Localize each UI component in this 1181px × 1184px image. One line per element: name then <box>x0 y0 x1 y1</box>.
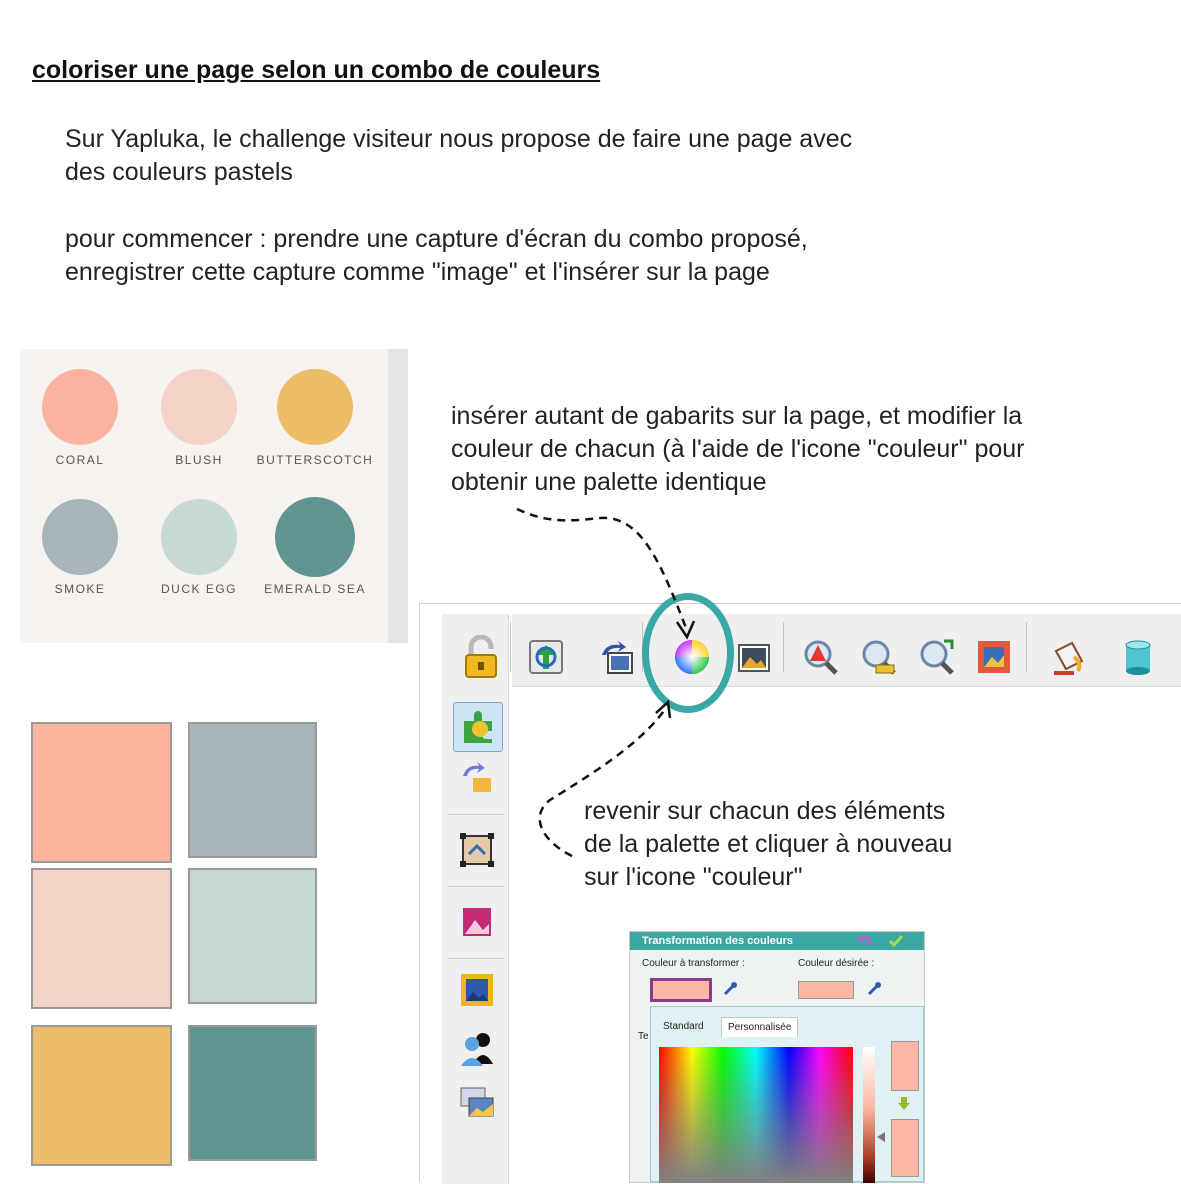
from-color-label: Couleur à transformer : <box>642 958 745 969</box>
step2-line: couleur de chacun (à l'aide de l'icone "couleur" pour <box>451 435 1025 463</box>
step3-paragraph <box>584 795 952 894</box>
eyedropper-icon[interactable] <box>722 981 738 997</box>
step3-line: de la palette et cliquer à nouveau <box>584 830 953 858</box>
from-color-box[interactable] <box>650 978 712 1002</box>
step2-line: obtenir une palette identique <box>451 468 767 496</box>
intro-line: des couleurs pastels <box>65 158 293 186</box>
step3-line: revenir sur chacun des éléments <box>584 797 946 825</box>
to-color-label: Couleur désirée : <box>798 958 875 969</box>
confirm-check-icon[interactable] <box>888 933 904 954</box>
step3-line: sur l'icone "couleur" <box>584 863 803 891</box>
undo-icon[interactable] <box>856 933 872 954</box>
butterscotch-label: BUTTERSCOTCH <box>256 453 374 467</box>
original-color-preview <box>891 1041 919 1091</box>
page-title: coloriser une page selon un combo de couleurs <box>32 56 601 84</box>
tab-personnalisee[interactable]: Personnalisée <box>721 1017 798 1037</box>
luminance-pointer-icon[interactable] <box>877 1129 885 1147</box>
eyedropper-icon[interactable] <box>866 981 882 997</box>
duck-egg-label: DUCK EGG <box>160 582 237 596</box>
luminance-bar[interactable] <box>863 1047 875 1183</box>
emerald-sea-label: EMERALD SEA <box>264 582 366 596</box>
step1-line: enregistrer cette capture comme "image" et l'insérer sur la page <box>65 258 770 286</box>
new-color-preview <box>891 1119 919 1177</box>
to-color-box[interactable] <box>798 981 854 999</box>
arrow-to-color-icon <box>517 509 686 628</box>
color-spectrum[interactable] <box>659 1047 853 1183</box>
intro-line: Sur Yapluka, le challenge visiteur nous propose de faire une page avec <box>65 125 853 153</box>
arrow-down-icon <box>897 1097 911 1116</box>
custom-color-panel <box>650 1006 924 1182</box>
blush-label: BLUSH <box>175 453 223 467</box>
coral-label: CORAL <box>55 453 105 467</box>
arrowhead-up <box>656 702 670 718</box>
step1-line: pour commencer : prendre une capture d'écran du combo proposé, <box>65 225 808 253</box>
color-transform-dialog <box>629 931 925 1183</box>
smoke-label: SMOKE <box>54 582 106 596</box>
truncated-label: Te <box>638 1031 649 1042</box>
tab-standard[interactable]: Standard <box>663 1021 704 1032</box>
dialog-title: Transformation des couleurs <box>630 932 924 950</box>
step2-line: insérer autant de gabarits sur la page, et modifier la <box>451 402 1023 430</box>
